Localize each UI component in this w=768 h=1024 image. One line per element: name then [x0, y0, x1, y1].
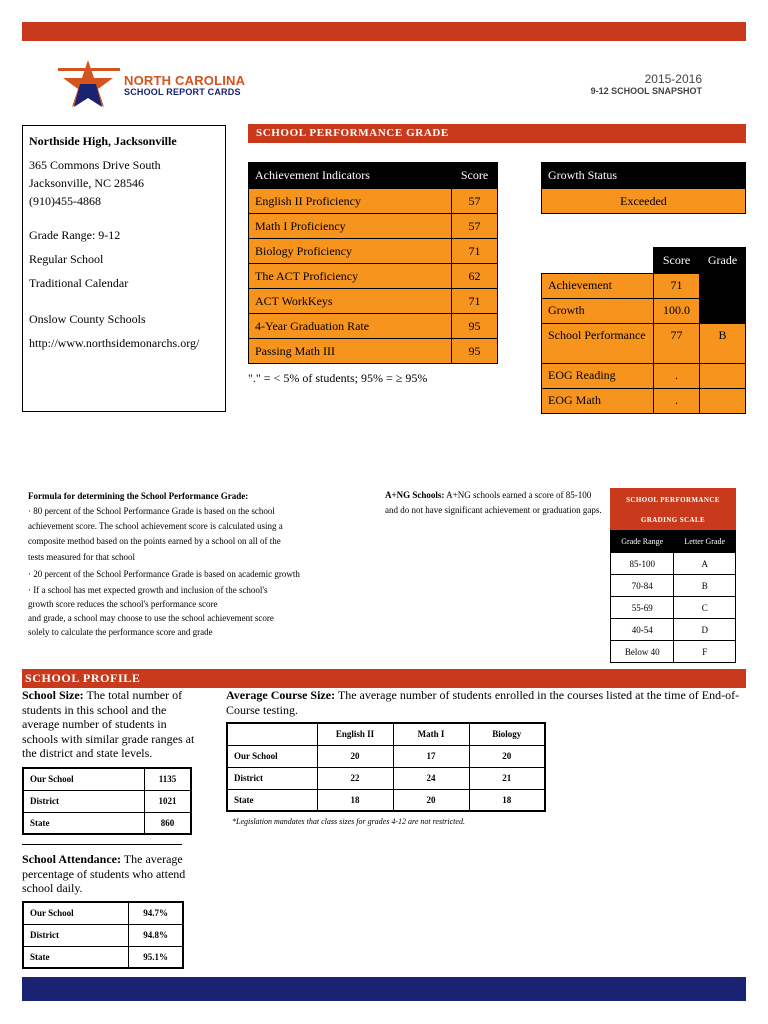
- school-size-title: School Size:: [22, 688, 84, 702]
- row-grade: [700, 389, 746, 414]
- indicator-score: 57: [452, 214, 498, 239]
- formula-line: · 80 percent of the School Performance Grade is based on the school: [28, 506, 275, 516]
- formula-line: composite method based on the points earned by a school on all of the: [28, 536, 281, 546]
- table-row: [249, 314, 498, 339]
- table-row: [227, 789, 545, 811]
- row-value: 94.8%: [129, 924, 183, 946]
- row-value: 20: [317, 745, 393, 767]
- phone: (910)455-4868: [29, 194, 101, 208]
- grade-range: Grade Range: 9-12: [29, 228, 121, 242]
- row-value: 20: [469, 745, 545, 767]
- row-value: 20: [393, 789, 469, 811]
- formula-title: Formula for determining the School Performance Grade:: [28, 491, 249, 501]
- grading-scale-title-line-2: GRADING SCALE: [640, 516, 706, 524]
- indicator-score: 57: [452, 189, 498, 214]
- school-type: Regular School: [29, 252, 104, 266]
- formula-line: solely to calculate the performance score and grade: [28, 627, 213, 637]
- address-line-2: Jacksonville, NC 28546: [29, 176, 144, 190]
- course-size-table: [226, 722, 546, 812]
- indicator-name: Biology Proficiency: [249, 239, 452, 264]
- section-title-performance-grade: SCHOOL PERFORMANCE GRADE: [248, 124, 746, 143]
- school-size-table: [22, 767, 192, 835]
- grading-scale-title-line-1: SCHOOL PERFORMANCE: [626, 496, 720, 504]
- table-row: [249, 239, 498, 264]
- attendance-description: [22, 852, 202, 896]
- grading-scale-table: [610, 530, 736, 663]
- blank-cell: [542, 248, 654, 274]
- table-row: [249, 339, 498, 364]
- row-score: .: [654, 364, 700, 389]
- school-size-description: [22, 688, 202, 761]
- table-row: [249, 214, 498, 239]
- letter-grade: A: [674, 553, 736, 575]
- row-score: 77: [654, 324, 700, 364]
- row-score: .: [654, 389, 700, 414]
- row-value: 1135: [145, 768, 191, 790]
- growth-status-table: [541, 162, 746, 214]
- header-score: Score: [452, 163, 498, 189]
- letter-grade: B: [674, 575, 736, 597]
- grading-scale-title: [610, 488, 736, 530]
- indicator-score: 71: [452, 289, 498, 314]
- row-value: 94.7%: [129, 902, 183, 924]
- header-english-ii: English II: [317, 723, 393, 745]
- table-row: [23, 790, 191, 812]
- grading-scale: [610, 488, 736, 663]
- formula-line: growth score reduces the school's performance score: [28, 599, 218, 609]
- row-label: Growth: [542, 299, 654, 324]
- row-label: Our School: [227, 745, 317, 767]
- ang-text: A+NG schools earned a score of 85-100 and do not have significant achievement or graduation gaps.: [385, 490, 602, 515]
- ang-title: A+NG Schools:: [385, 490, 445, 500]
- school-website-link[interactable]: http://www.northsidemonarchs.org/: [29, 336, 200, 350]
- row-label: Our School: [23, 902, 129, 924]
- grade-range: 40-54: [611, 619, 674, 641]
- blank-cell: [227, 723, 317, 745]
- header-score: Score: [654, 248, 700, 274]
- table-row: [542, 324, 746, 364]
- attendance-table: [22, 901, 184, 969]
- attendance-title: School Attendance:: [22, 852, 121, 866]
- table-row: [249, 289, 498, 314]
- row-value: 21: [469, 767, 545, 789]
- section-title-school-profile: SCHOOL PROFILE: [22, 669, 746, 688]
- row-label: EOG Reading: [542, 364, 654, 389]
- table-row: [23, 768, 191, 790]
- divider: [22, 844, 182, 845]
- table-row: [249, 189, 498, 214]
- row-label: EOG Math: [542, 389, 654, 414]
- letter-grade: D: [674, 619, 736, 641]
- indicator-name: 4-Year Graduation Rate: [249, 314, 452, 339]
- row-label: State: [23, 812, 145, 834]
- letter-grade: F: [674, 641, 736, 663]
- header-letter-grade: Letter Grade: [674, 531, 736, 553]
- table-row: [611, 553, 736, 575]
- row-value: 24: [393, 767, 469, 789]
- row-value: 95.1%: [129, 946, 183, 968]
- address-line-1: 365 Commons Drive South: [29, 158, 161, 172]
- grade-range: 55-69: [611, 597, 674, 619]
- row-label: School Performance: [542, 324, 654, 364]
- ang-schools-note: [385, 488, 605, 518]
- brand-line-1: NORTH CAROLINA: [124, 73, 246, 88]
- indicator-score: 95: [452, 339, 498, 364]
- table-row: [611, 575, 736, 597]
- table-row: [542, 389, 746, 414]
- table-row: [23, 924, 183, 946]
- table-row: [611, 641, 736, 663]
- row-grade: [700, 364, 746, 389]
- bottom-banner: [22, 977, 746, 1001]
- attendance-text: The average percentage of students who attend school daily.: [22, 852, 186, 895]
- indicator-name: ACT WorkKeys: [249, 289, 452, 314]
- letter-grade: C: [674, 597, 736, 619]
- top-banner: [22, 22, 746, 41]
- row-label: District: [23, 924, 129, 946]
- row-value: 18: [317, 789, 393, 811]
- header-achievement-indicators: Achievement Indicators: [249, 163, 452, 189]
- course-size-note: *Legislation mandates that class sizes for grades 4-12 are not restricted.: [232, 817, 465, 826]
- grade-range: 70-84: [611, 575, 674, 597]
- row-label: Our School: [23, 768, 145, 790]
- indicator-score: 95: [452, 314, 498, 339]
- formula-line: and grade, a school may choose to use the school achievement score: [28, 613, 274, 623]
- table-row: [611, 619, 736, 641]
- footnote: "." = < 5% of students; 95% = ≥ 95%: [248, 371, 428, 385]
- course-size-text: The average number of students enrolled in the courses listed at the time of End-of-Course testing.: [226, 688, 740, 717]
- table-row: [542, 274, 746, 299]
- row-value: 18: [469, 789, 545, 811]
- table-row: [542, 364, 746, 389]
- table-row: [23, 946, 183, 968]
- row-label: Achievement: [542, 274, 654, 299]
- row-grade: B: [700, 324, 746, 364]
- formula-line: · 20 percent of the School Performance Grade is based on academic growth: [28, 569, 300, 579]
- formula-line: · If a school has met expected growth and inclusion of the school's: [28, 585, 268, 595]
- header-math-i: Math I: [393, 723, 469, 745]
- table-row: [611, 597, 736, 619]
- row-score: 100.0: [654, 299, 700, 324]
- school-name: Northside High, Jacksonville: [29, 134, 177, 148]
- indicator-name: The ACT Proficiency: [249, 264, 452, 289]
- indicator-score: 71: [452, 239, 498, 264]
- growth-status-value: Exceeded: [542, 189, 746, 214]
- header-growth-status: Growth Status: [542, 163, 746, 189]
- indicator-name: English II Proficiency: [249, 189, 452, 214]
- row-label: District: [23, 790, 145, 812]
- row-label: State: [23, 946, 129, 968]
- performance-grade-table: [541, 247, 746, 414]
- row-value: 22: [317, 767, 393, 789]
- school-size-text: The total number of students in this school and the average number of students in schools with similar grade ranges at the district and state levels.: [22, 688, 195, 760]
- course-size-title: Average Course Size:: [226, 688, 336, 702]
- row-label: District: [227, 767, 317, 789]
- indicator-name: Math I Proficiency: [249, 214, 452, 239]
- achievement-indicators-table: [248, 162, 498, 364]
- school-calendar: Traditional Calendar: [29, 276, 129, 290]
- course-size-description: [226, 688, 746, 717]
- brand-line-2: SCHOOL REPORT CARDS: [124, 87, 241, 97]
- header-grade: Grade: [700, 248, 746, 274]
- school-district: Onslow County Schools: [29, 312, 146, 326]
- indicator-name: Passing Math III: [249, 339, 452, 364]
- report-year: 2015-2016: [644, 72, 702, 86]
- school-info-box: [22, 125, 226, 412]
- formula-line: tests measured for that school: [28, 552, 135, 562]
- header-grade-range: Grade Range: [611, 531, 674, 553]
- row-value: 17: [393, 745, 469, 767]
- table-row: [249, 264, 498, 289]
- row-value: 1021: [145, 790, 191, 812]
- snapshot-title: 9-12 SCHOOL SNAPSHOT: [590, 86, 702, 96]
- grade-range: Below 40: [611, 641, 674, 663]
- row-score: 71: [654, 274, 700, 299]
- grade-range: 85-100: [611, 553, 674, 575]
- indicator-score: 62: [452, 264, 498, 289]
- row-grade: [700, 274, 746, 324]
- table-row: [23, 812, 191, 834]
- header-biology: Biology: [469, 723, 545, 745]
- row-value: 860: [145, 812, 191, 834]
- row-label: State: [227, 789, 317, 811]
- formula-explanation: [28, 488, 378, 639]
- table-row: [227, 745, 545, 767]
- table-row: [227, 767, 545, 789]
- formula-line: achievement score. The school achievement score is calculated using a: [28, 521, 283, 531]
- table-header-row: [249, 163, 498, 189]
- table-row: [23, 902, 183, 924]
